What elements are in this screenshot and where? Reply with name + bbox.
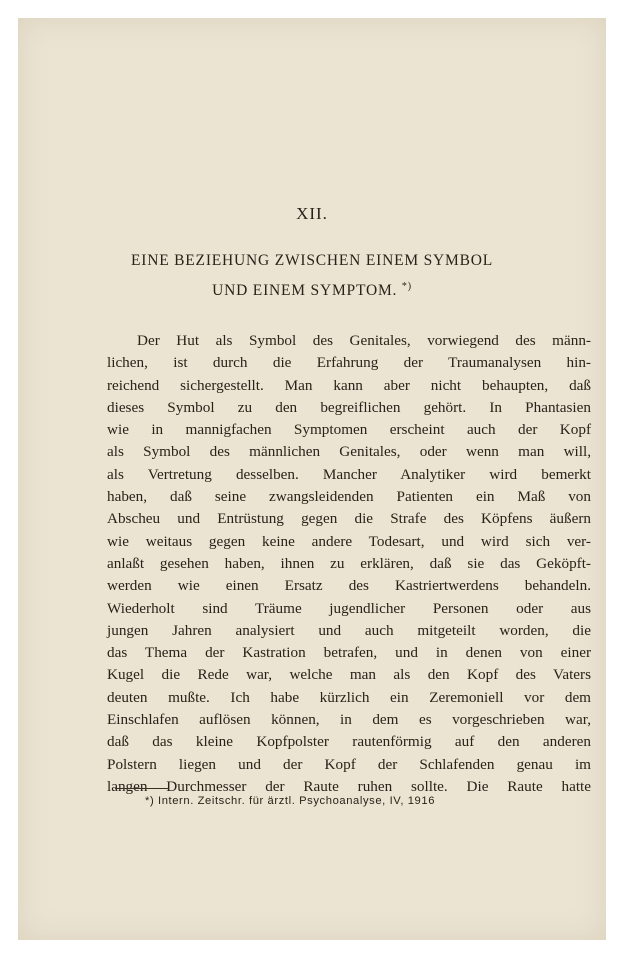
text-line: wie in mannigfachen Symptomen erscheint auch der Kopf: [107, 421, 591, 439]
body-text: [107, 330, 591, 798]
chapter-title-line-2: [18, 274, 606, 304]
text-line: haben, daß seine zwangsleidenden Patienten ein Maß von: [107, 488, 591, 506]
text-line: dieses Symbol zu den begreiflichen gehört. In Phantasien: [107, 398, 591, 416]
text-line: lichen, ist durch die Erfahrung der Traumanalysen hin-: [107, 354, 591, 372]
text-line: als Symbol des männlichen Genitales, oder wenn man will,: [107, 443, 591, 461]
chapter-title: [18, 248, 606, 304]
text-line: das Thema der Kastration betrafen, und in denen von einer: [107, 644, 591, 662]
chapter-title-line-2-text: UND EINEM SYMPTOM.: [212, 282, 398, 300]
footnote: *) Intern. Zeitschr. für ärztl. Psychoanalyse, IV, 1916: [145, 795, 436, 807]
text-line: Einschlafen auflösen können, in dem es vorgeschrieben war,: [107, 711, 591, 729]
text-line: Wiederholt sind Träume jugendlicher Personen oder aus: [107, 599, 591, 617]
text-line: langen Durchmesser der Raute ruhen sollte. Die Raute hatte: [107, 777, 591, 795]
text-line: Kugel die Rede war, welche man als den Kopf des Vaters: [107, 666, 591, 684]
text-line: jungen Jahren analysiert und auch mitgeteilt worden, die: [107, 621, 591, 639]
chapter-number: XII.: [296, 204, 328, 223]
chapter-title-line-1: EINE BEZIEHUNG ZWISCHEN EINEM SYMBOL: [130, 252, 493, 269]
text-line: werden wie einen Ersatz des Kastriertwerdens behandeln.: [107, 577, 591, 595]
text-line: Abscheu und Entrüstung gegen die Strafe des Köpfens äußern: [107, 510, 591, 528]
text-line: wie weitaus gegen keine andere Todesart, und wird sich ver-: [107, 532, 591, 550]
text-line: daß das kleine Kopfpolster rautenförmig auf den anderen: [107, 733, 591, 751]
footnote-marker: *): [401, 281, 412, 292]
text-line: Der Hut als Symbol des Genitales, vorwiegend des männ-: [137, 332, 591, 349]
text-line: deuten mußte. Ich habe kürzlich ein Zeremoniell vor dem: [107, 688, 591, 706]
text-line: Polstern liegen und der Kopf der Schlafenden genau im: [107, 755, 591, 773]
text-line: anlaßt gesehen haben, ihnen zu erklären, daß sie das Geköpft-: [107, 554, 591, 572]
text-line: reichend sichergestellt. Man kann aber nicht behaupten, daß: [107, 376, 591, 394]
book-page: [18, 18, 606, 940]
text-line: als Vertretung desselben. Mancher Analytiker wird bemerkt: [107, 465, 591, 483]
footnote-divider: [115, 788, 169, 789]
